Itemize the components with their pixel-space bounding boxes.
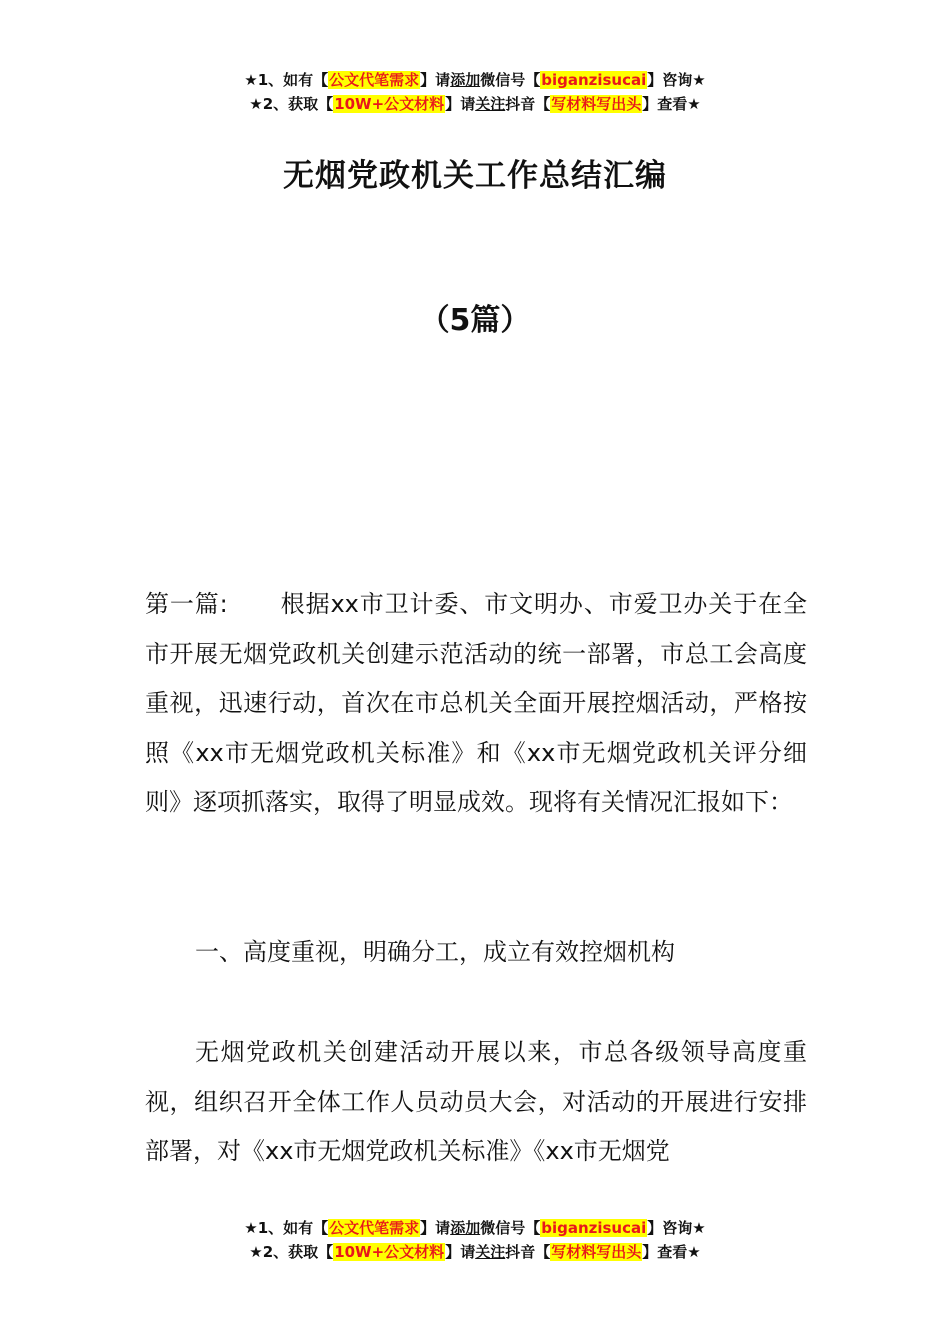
intro-text: 根据xx市卫计委、市文明办、市爱卫办关于在全市开展无烟党政机关创建示范活动的统一部署，市总工会高度重视，迅速行动，首次在市总机关全面开展控烟活动，严格按照《xx市无烟党政机关标准》和《xx市无烟党政机关评分细则》逐项抓落实，取得了明显成效。现将有关情况汇报如下： [145,590,807,816]
notice-line-1 [0,68,950,92]
notice-text: ★1、如有【 [244,1219,329,1237]
notice-text: 抖音【 [505,95,551,113]
part-label: 第一篇: [145,590,228,618]
notice-text: 】请 [445,1243,476,1261]
notice-text: ★2、获取【 [249,1243,334,1261]
notice-highlight: biganzisucai [541,1219,647,1237]
notice-highlight: 公文代笔需求 [329,1219,420,1237]
section-paragraph: 无烟党政机关创建活动开展以来，市总各级领导高度重视，组织召开全体工作人员动员大会，对活动的开展进行安排部署，对《xx市无烟党政机关标准》《xx市无烟党 [145,1038,807,1165]
notice-text: 】咨询★ [647,71,706,89]
notice-text: 抖音【 [505,1243,551,1261]
footer-notice [0,1216,950,1264]
notice-underlined: 添加 [450,71,481,89]
notice-text: 】咨询★ [647,1219,706,1237]
notice-highlight: 10W+公文材料 [334,95,445,113]
header-notice [0,68,950,116]
notice-highlight: 写材料写出头 [551,1243,642,1261]
notice-text: 微信号【 [480,1219,541,1237]
notice-underlined: 关注 [475,95,506,113]
notice-text: 】请 [420,71,451,89]
notice-underlined: 添加 [450,1219,481,1237]
notice-line-2 [0,1240,950,1264]
notice-highlight: 公文代笔需求 [329,71,420,89]
intro-paragraph [145,580,807,828]
notice-text: 】请 [445,95,476,113]
notice-line-2 [0,92,950,116]
notice-highlight: 10W+公文材料 [334,1243,445,1261]
notice-text: 】查看★ [642,95,701,113]
notice-text: 微信号【 [480,71,541,89]
document-subtitle: （5篇） [419,303,531,338]
notice-highlight: biganzisucai [541,71,647,89]
section-heading-1: 一、高度重视，明确分工，成立有效控烟机构 [195,938,675,966]
notice-line-1 [0,1216,950,1240]
document-title: 无烟党政机关工作总结汇编 [283,158,667,194]
notice-underlined: 关注 [475,1243,506,1261]
notice-text: 】请 [420,1219,451,1237]
notice-text: ★1、如有【 [244,71,329,89]
notice-text: 】查看★ [642,1243,701,1261]
notice-text: ★2、获取【 [249,95,334,113]
notice-highlight: 写材料写出头 [551,95,642,113]
